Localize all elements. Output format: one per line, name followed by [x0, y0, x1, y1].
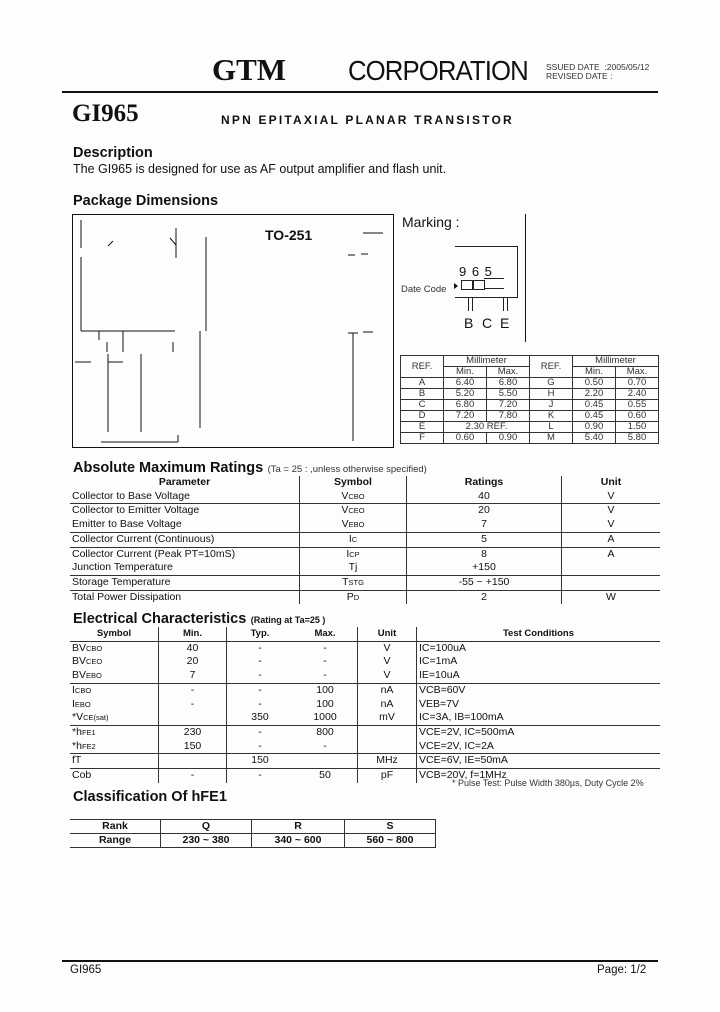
unit-cell: V	[358, 669, 417, 683]
max-cell: 100	[316, 697, 334, 710]
table-row	[401, 400, 659, 411]
min-cell: 0.60	[444, 433, 487, 444]
typ-cell: 150	[227, 754, 294, 769]
table-row	[70, 683, 660, 697]
table-row	[70, 669, 660, 683]
col-min: Min.	[159, 627, 227, 641]
table-row	[70, 711, 660, 725]
unit-cell: pF	[358, 769, 417, 783]
rating-cell: -55 ~ +150	[407, 575, 562, 590]
condition-cell: VCE=2V, IC=2A	[417, 740, 661, 754]
max-cell: 5.50	[487, 389, 530, 400]
electrical-table	[70, 627, 660, 783]
param-cell: Collector to Emitter Voltage	[70, 504, 300, 518]
unit-cell: A	[562, 547, 661, 561]
symbol-cell: *VCE(sat)	[72, 711, 109, 724]
rating-cell: 7	[407, 518, 562, 532]
pin-label-b: B	[464, 315, 474, 331]
millimeter-header: Millimeter	[444, 356, 530, 367]
max-cell: -	[323, 669, 327, 682]
ref-cell: J	[530, 400, 573, 411]
package-drawing	[72, 214, 394, 448]
unit-cell: MHz	[358, 754, 417, 769]
max-cell: 6.80	[487, 378, 530, 389]
package-type-label: TO-251	[265, 227, 313, 243]
dimension-table	[400, 355, 659, 444]
symbol-cell: Tj	[300, 561, 407, 575]
ref-header: REF.	[401, 356, 444, 378]
date-code-line	[484, 288, 504, 289]
condition-cell: IC=100uA	[417, 641, 661, 655]
symbol-cell: *hFE1	[70, 725, 159, 739]
ref-cell: L	[530, 422, 573, 433]
range-cell: 560 ~ 800	[345, 834, 436, 848]
marking-divider	[525, 214, 526, 342]
min-cell: 0.50	[573, 378, 616, 389]
symbol-cell: VCBO	[300, 490, 407, 504]
rank-row	[70, 820, 436, 834]
table-row	[70, 561, 660, 575]
param-cell: Collector to Base Voltage	[72, 489, 190, 502]
min-cell: -	[159, 769, 227, 783]
param-cell: Junction Temperature	[72, 561, 173, 574]
col-unit: Unit	[358, 627, 417, 641]
min-cell: 230	[159, 725, 227, 739]
ref-cell: G	[530, 378, 573, 389]
description-text: The GI965 is designed for use as AF output amplifier and flash unit.	[73, 162, 447, 176]
table-row	[70, 740, 660, 754]
unit-cell: A	[562, 532, 661, 547]
table-row	[70, 490, 660, 504]
ref-cell: F	[401, 433, 444, 444]
rating-cell: 8	[407, 547, 562, 561]
header-divider	[62, 91, 658, 93]
col-test-conditions: Test Conditions	[417, 627, 661, 641]
rating-cell: 2	[407, 590, 562, 604]
table-row	[70, 725, 660, 739]
min-cell: 5.20	[444, 389, 487, 400]
condition-cell: VCB=20V, f=1MHz	[417, 769, 661, 783]
max-cell: 800	[293, 725, 358, 739]
max-cell: 1.50	[616, 422, 659, 433]
document-dates	[546, 63, 649, 81]
table-row	[70, 532, 660, 547]
unit-cell: W	[562, 590, 661, 604]
unit-cell	[358, 740, 417, 754]
revised-date-label: REVISED DATE :	[546, 71, 613, 81]
range-cell: 230 ~ 380	[161, 834, 252, 848]
max-header: Max.	[616, 367, 659, 378]
table-row	[70, 518, 660, 532]
package-heading: Package Dimensions	[73, 193, 219, 209]
param-cell: Emitter to Base Voltage	[72, 518, 182, 531]
date-code-line	[484, 278, 504, 279]
min-cell: 0.45	[573, 400, 616, 411]
ref-cell: E	[401, 422, 444, 433]
min-cell: -	[159, 698, 227, 712]
max-header: Max.	[487, 367, 530, 378]
max-cell: 0.55	[616, 400, 659, 411]
unit-cell	[562, 575, 661, 590]
table-row	[70, 547, 660, 561]
ref-cell: D	[401, 411, 444, 422]
pin-lead-e	[503, 297, 508, 311]
max-cell: 7.20	[487, 400, 530, 411]
col-parameter: Parameter	[158, 476, 211, 488]
pin-label-c: C	[482, 315, 493, 331]
col-max: Max.	[314, 628, 336, 639]
footer-divider	[62, 960, 658, 962]
col-typ: Typ.	[227, 627, 294, 641]
symbol-cell: BVEBO	[72, 669, 102, 682]
symbol-cell: PD	[300, 590, 407, 604]
min-cell: 7.20	[444, 411, 487, 422]
max-cell: 2.40	[616, 389, 659, 400]
min-cell: 6.40	[444, 378, 487, 389]
max-cell: 7.80	[487, 411, 530, 422]
range-row	[70, 834, 436, 848]
rating-cell: 40	[407, 490, 562, 504]
max-cell: -	[323, 655, 327, 668]
symbol-cell: IEBO	[72, 697, 91, 710]
ref-cell: C	[401, 400, 444, 411]
table-row	[401, 411, 659, 422]
table-row	[70, 641, 660, 655]
condition-cell: IC=3A, IB=100mA	[417, 711, 661, 725]
package-outline-drawing	[73, 215, 395, 449]
symbol-cell: Cob	[70, 769, 159, 783]
ref-cell: A	[401, 378, 444, 389]
electrical-heading-row	[73, 610, 325, 628]
min-cell: 0.45	[573, 411, 616, 422]
symbol-cell: VCEO	[300, 504, 407, 518]
electrical-note: (Rating at Ta=25 )	[250, 615, 326, 625]
ref-cell: M	[530, 433, 573, 444]
max-cell: 0.90	[487, 433, 530, 444]
unit-cell: mV	[358, 711, 417, 725]
typ-cell: -	[227, 725, 294, 739]
min-header: Min.	[444, 367, 487, 378]
min-cell	[159, 754, 227, 769]
range-cell: 340 ~ 600	[252, 834, 345, 848]
min-cell: 6.80	[444, 400, 487, 411]
classification-table	[70, 819, 436, 848]
typ-cell: -	[227, 669, 294, 683]
max-cell: -	[293, 641, 358, 655]
condition-cell: IE=10uA	[417, 669, 661, 683]
rank-label: Rank	[70, 820, 161, 834]
condition-cell: VEB=7V	[417, 698, 661, 712]
pin-label-e: E	[500, 315, 510, 331]
typ-cell: -	[227, 655, 294, 669]
typ-cell: -	[227, 683, 294, 697]
marking-code: 9 6 5	[459, 264, 493, 279]
millimeter-header: Millimeter	[573, 356, 659, 367]
date-code-box	[461, 280, 473, 290]
issued-date-label: SSUED DATE	[546, 62, 600, 72]
unit-cell: V	[562, 504, 661, 518]
min-cell: 20	[159, 655, 227, 669]
ref-header: REF.	[530, 356, 573, 378]
abs-max-table	[70, 476, 660, 604]
brand-logo: GTM	[212, 52, 287, 87]
ref-cell: B	[401, 389, 444, 400]
table-row	[401, 422, 659, 433]
max-cell: 5.80	[616, 433, 659, 444]
unit-cell: V	[562, 490, 661, 504]
col-unit: Unit	[562, 476, 661, 490]
max-cell: 50	[293, 769, 358, 783]
table-row	[70, 754, 660, 769]
condition-cell: VCE=2V, IC=500mA	[417, 725, 661, 739]
table-row	[70, 575, 660, 590]
symbol-cell: TSTG	[300, 575, 407, 590]
footer-page-number: Page: 1/2	[597, 964, 647, 976]
unit-cell: nA	[358, 683, 417, 697]
max-cell: -	[323, 739, 327, 752]
param-cell: Collector Current (Peak PT=10mS)	[70, 547, 300, 561]
abs-max-heading-row	[73, 459, 427, 477]
symbol-cell: IC	[300, 532, 407, 547]
rank-cell: Q	[161, 820, 252, 834]
min-cell: 0.90	[573, 422, 616, 433]
unit-cell: V	[358, 655, 417, 669]
rank-cell: S	[345, 820, 436, 834]
typ-cell: -	[227, 740, 294, 754]
ref-value-cell: 2.30 REF.	[444, 422, 530, 433]
table-row	[70, 504, 660, 518]
max-cell	[293, 754, 358, 769]
unit-cell	[562, 561, 661, 575]
date-code-label: Date Code	[401, 284, 447, 295]
symbol-cell: BVCEO	[72, 655, 103, 668]
rank-cell: R	[252, 820, 345, 834]
description-heading: Description	[73, 145, 153, 161]
min-cell: 7	[159, 669, 227, 683]
max-cell: 1000	[313, 711, 337, 724]
min-cell: 5.40	[573, 433, 616, 444]
rating-cell: +150	[407, 561, 562, 575]
abs-max-heading: Absolute Maximum Ratings	[73, 460, 264, 476]
footer-part-number: GI965	[70, 964, 102, 976]
min-cell: 150	[159, 740, 227, 754]
table-row	[401, 378, 659, 389]
table-row	[70, 655, 660, 669]
typ-cell: 350	[227, 711, 294, 725]
pulse-test-footnote: * Pulse Test: Pulse Width 380µs, Duty Cycle 2%	[452, 778, 644, 788]
min-cell: -	[159, 683, 227, 697]
table-row	[401, 433, 659, 444]
unit-cell	[358, 725, 417, 739]
max-cell: 0.60	[616, 411, 659, 422]
min-header: Min.	[573, 367, 616, 378]
col-ratings: Ratings	[407, 476, 562, 490]
unit-cell: V	[358, 641, 417, 655]
marking-title: Marking :	[402, 214, 460, 230]
symbol-cell: VEBO	[300, 518, 407, 532]
typ-cell: -	[227, 769, 294, 783]
abs-max-note: (Ta = 25 : ,unless otherwise specified)	[267, 464, 427, 475]
unit-cell: V	[562, 518, 661, 532]
ref-cell: K	[530, 411, 573, 422]
unit-cell: nA	[358, 698, 417, 712]
part-type: NPN EPITAXIAL PLANAR TRANSISTOR	[221, 113, 514, 127]
arrow-right-icon	[454, 283, 458, 289]
symbol-cell: fT	[70, 754, 159, 769]
param-cell: Collector Current (Continuous)	[70, 532, 300, 547]
max-cell: 0.70	[616, 378, 659, 389]
typ-cell: -	[227, 641, 294, 655]
param-cell: Storage Temperature	[70, 575, 300, 590]
pin-lead-b	[468, 297, 473, 311]
part-number: GI965	[72, 100, 139, 127]
rating-cell: 5	[407, 532, 562, 547]
min-cell: 40	[159, 641, 227, 655]
condition-cell: VCE=6V, IE=50mA	[417, 754, 661, 769]
range-label: Range	[70, 834, 161, 848]
company-name: CORPORATION	[348, 55, 528, 86]
symbol-cell: ICBO	[70, 683, 159, 697]
symbol-cell: *hFE2	[72, 739, 96, 752]
col-symbol: Symbol	[300, 476, 407, 490]
typ-cell: -	[227, 698, 294, 712]
condition-cell: VCB=60V	[417, 683, 661, 697]
issued-date-value: :2005/05/12	[604, 62, 650, 72]
symbol-cell: BVCBO	[70, 641, 159, 655]
max-cell: 100	[293, 683, 358, 697]
table-row	[401, 389, 659, 400]
classification-heading: Classification Of hFE1	[73, 789, 227, 805]
electrical-heading: Electrical Characteristics	[73, 611, 247, 627]
symbol-cell: ICP	[300, 547, 407, 561]
condition-cell: IC=1mA	[417, 655, 661, 669]
table-row	[70, 698, 660, 712]
col-symbol: Symbol	[96, 628, 132, 639]
param-cell: Total Power Dissipation	[70, 590, 300, 604]
table-row	[70, 590, 660, 604]
min-cell: 2.20	[573, 389, 616, 400]
min-cell	[159, 711, 227, 725]
ref-cell: H	[530, 389, 573, 400]
rating-cell: 20	[407, 504, 562, 518]
